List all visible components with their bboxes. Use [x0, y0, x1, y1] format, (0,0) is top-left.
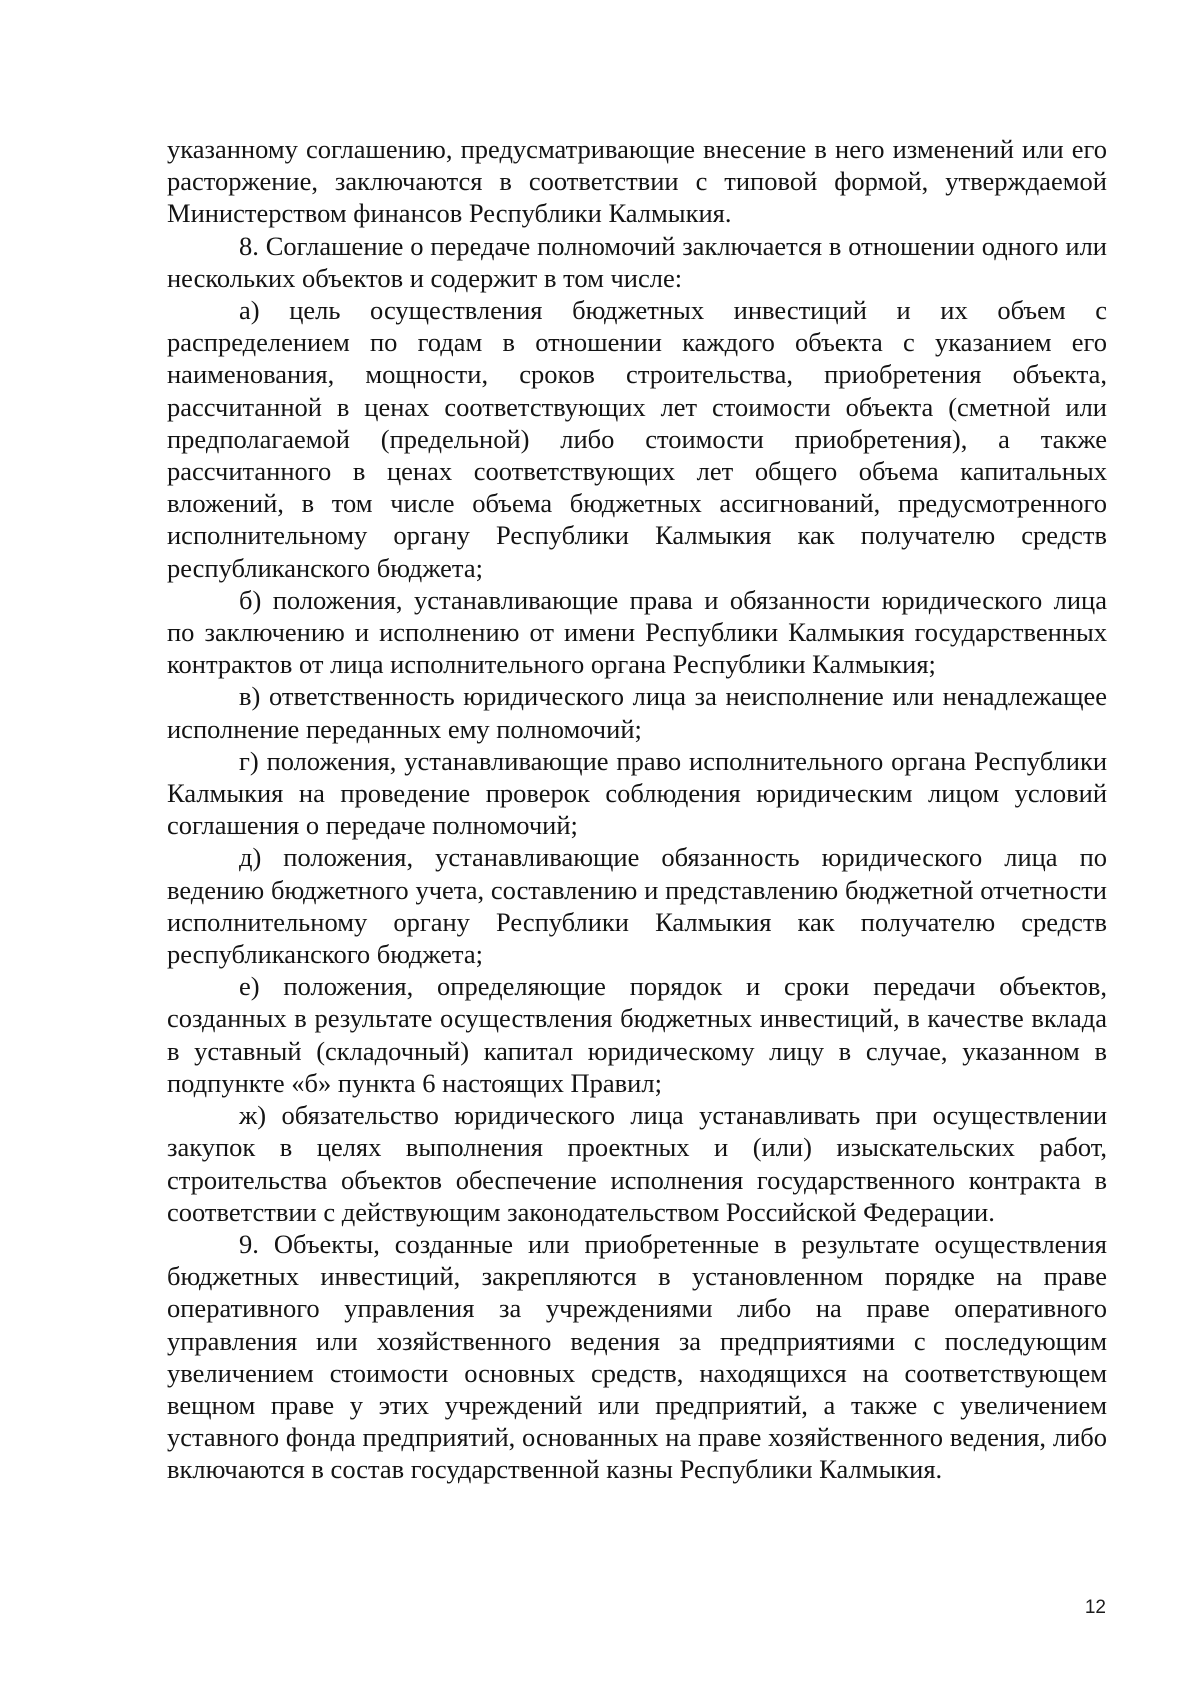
page-number: 12	[1084, 1597, 1106, 1618]
paragraph-clause-8: 8. Соглашение о передаче полномочий заключается в отношении одного или нескольких объектов и содержит в том числе:	[167, 230, 1107, 293]
paragraph-subclause-v: в) ответственность юридического лица за неисполнение или ненадлежащее исполнение переданных ему полномочий;	[167, 681, 1107, 744]
paragraph-subclause-a: а) цель осуществления бюджетных инвестиций и их объем с распределением по годам в отношении каждого объекта с указанием его наименования, мощности, сроков строительства, приобретения объекта, рассчитанной в ценах соответствующих лет стоимости объекта (сметной или предполагаемой (предельной) либо стоимости приобретения), а также рассчитанного в ценах соответствующих лет общего объема капитальных вложений, в том числе объема бюджетных ассигнований, предусмотренного исполнительному органу Республики Калмыкия как получателю средств республиканского бюджета;	[167, 295, 1107, 583]
paragraph-subclause-b: б) положения, устанавливающие права и обязанности юридического лица по заключению и исполнению от имени Республики Калмыкия государственных контрактов от лица исполнительного органа Республики Калмыкия;	[167, 584, 1107, 680]
paragraph-subclause-g: г) положения, устанавливающие право исполнительного органа Республики Калмыкия на проведение проверок соблюдения юридическим лицом условий соглашения о передаче полномочий;	[167, 745, 1107, 841]
paragraph-continuation: указанному соглашению, предусматривающие внесение в него изменений или его расторжение, заключаются в соответствии с типовой формой, утверждаемой Министерством финансов Республики Калмыкия.	[167, 134, 1107, 229]
paragraph-subclause-zh: ж) обязательство юридического лица устанавливать при осуществлении закупок в целях выполнения проектных и (или) изыскательских работ, строительства объектов обеспечение исполнения государственного контракта в соответствии с действующим законодательством Российской Федерации.	[167, 1100, 1107, 1227]
document-body	[167, 133, 1107, 1486]
paragraph-subclause-d: д) положения, устанавливающие обязанность юридического лица по ведению бюджетного учета, составлению и представлению бюджетной отчетности исполнительному органу Республики Калмыкия как получателю средств республиканского бюджета;	[167, 842, 1107, 970]
paragraph-subclause-e: е) положения, определяющие порядок и сроки передачи объектов, созданных в результате осуществления бюджетных инвестиций, в качестве вклада в уставный (складочный) капитал юридическому лицу в случае, указанном в подпункте «б» пункта 6 настоящих Правил;	[167, 971, 1107, 1098]
paragraph-clause-9: 9. Объекты, созданные или приобретенные в результате осуществления бюджетных инвестиций, закрепляются в установленном порядке на праве оперативного управления за учреждениями либо на праве оперативного управления или хозяйственного ведения за предприятиями с последующим увеличением стоимости основных средств, находящихся на соответствующем вещном праве у этих учреждений или предприятий, а также с увеличением уставного фонда предприятий, основанных на праве хозяйственного ведения, либо включаются в состав государственной казны Республики Калмыкия.	[167, 1228, 1107, 1485]
